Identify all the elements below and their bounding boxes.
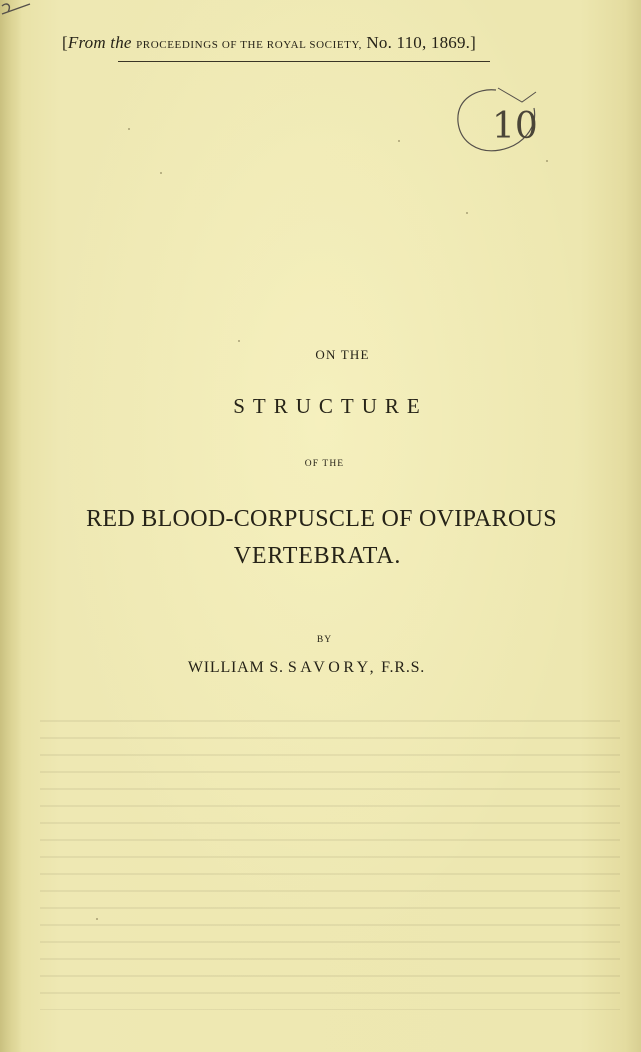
paper-speck xyxy=(96,918,98,920)
pencil-corner-mark xyxy=(0,0,44,44)
paper-speck xyxy=(466,212,468,214)
byline-by: BY xyxy=(316,635,333,645)
source-citation xyxy=(62,33,582,53)
open-bracket: [ xyxy=(62,33,68,52)
title-of-the: OF THE xyxy=(304,459,345,469)
title-structure: STRUCTURE xyxy=(233,394,428,418)
paper-speck xyxy=(398,140,400,142)
paper-speck xyxy=(238,340,240,342)
from-label: From the xyxy=(67,33,132,52)
show-through-text xyxy=(40,720,620,1010)
title-vertebrata: VERTEBRATA. xyxy=(233,543,402,569)
author-surname: SAVORY, xyxy=(287,659,378,676)
issue-number: No. 110, 1869. xyxy=(366,33,471,52)
header-rule xyxy=(118,61,490,62)
author-credentials: F.R.S. xyxy=(381,659,426,676)
author-first-names: WILLIAM S. xyxy=(187,659,284,676)
pencil-number-stamp xyxy=(438,84,546,164)
paper-speck xyxy=(160,172,162,174)
title-main: RED BLOOD-CORPUSCLE OF OVIPAROUS xyxy=(86,506,557,532)
title-on-the: ON THE xyxy=(315,347,370,362)
source-title: PROCEEDINGS OF THE ROYAL SOCIETY, xyxy=(136,39,362,51)
author-line xyxy=(0,659,627,677)
paper-speck xyxy=(128,128,130,130)
close-bracket: ] xyxy=(470,33,476,52)
stamp-number: 10 xyxy=(492,106,538,147)
paper-speck xyxy=(546,160,548,162)
